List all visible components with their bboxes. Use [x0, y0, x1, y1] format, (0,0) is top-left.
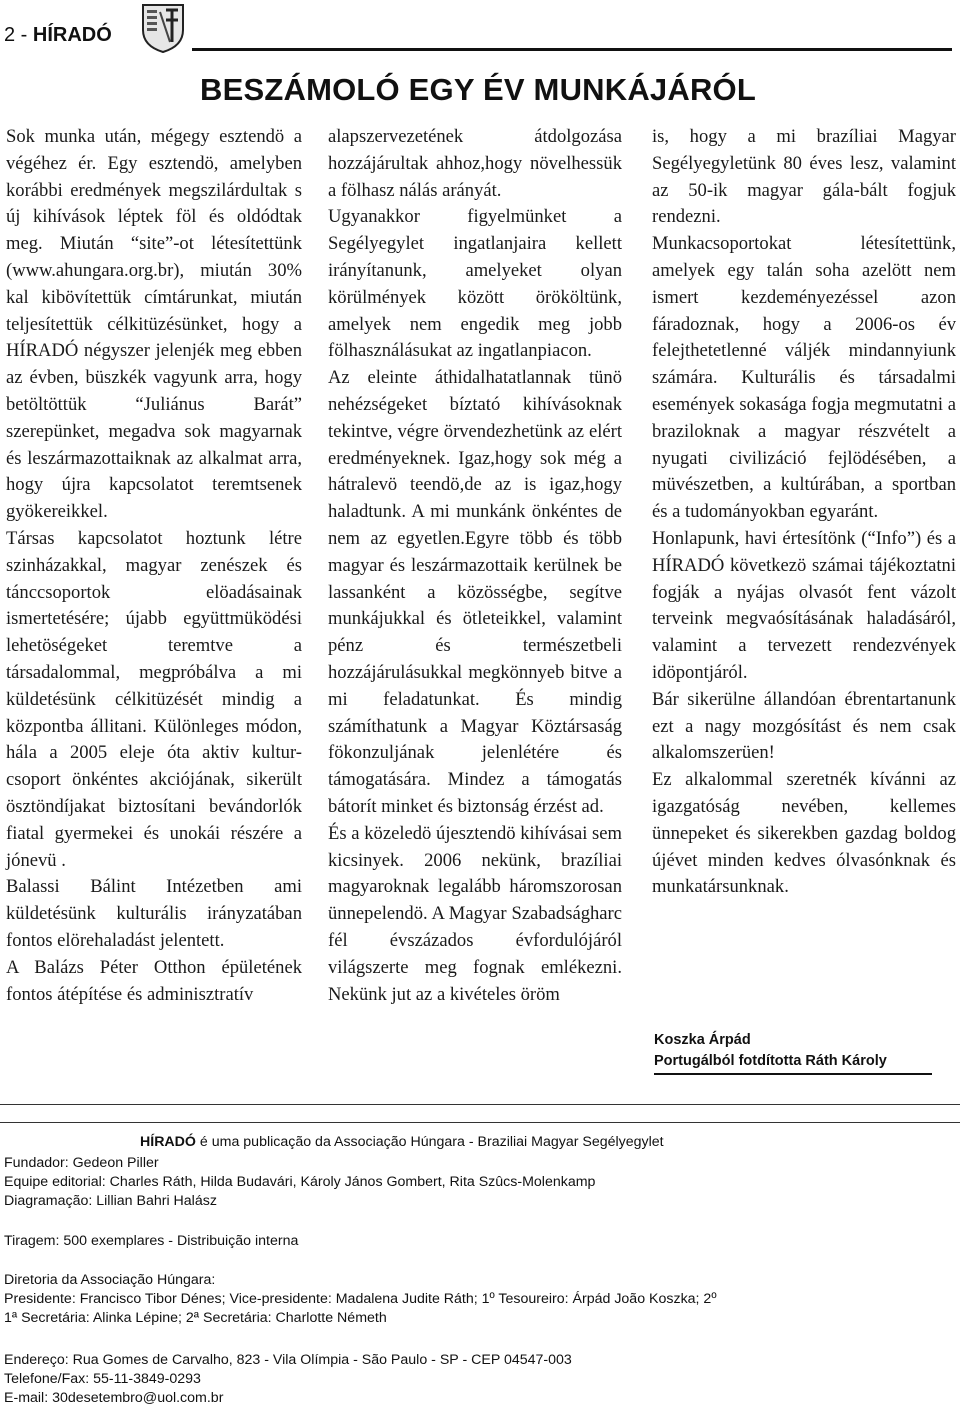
masthead-line: [140, 1133, 664, 1152]
paragraph: Sok munka után, mégegy esztendö a végéhez ér. Egy esztendö, amelyben korábbi eredmények megszilárdultak s új kihívások léptek föl és oldódtak meg. Miután “site”-ot létesítettünk (www.ahungara.org.br), miután 30% kal kibövítettük címtárunkat, miután teljesítettük célkitüzésünket, hogy a HÍRADÓ négyszer jelenjék meg ebben az évben, büszkék vagyunk arra, hogy betöltöttük “Juliánus Barát” szerepünket, megadva sok magyarnak és leszármazottaiknak az alkalmat arra, hogy újra kapcsolatot teremtsenek gyökereikkel.: [6, 126, 302, 523]
page-header: [0, 0, 960, 60]
phone-line: Telefone/Fax: 55-11-3849-0293: [4, 1371, 201, 1387]
association-logo-icon: [140, 2, 186, 54]
print-run-block: [4, 1232, 298, 1251]
paragraph: A Balázs Péter Otthon épületének fontos átépítése és adminisztratív: [6, 956, 302, 1005]
paragraph: Honlapunk, havi értesítönk (“Info”) és a HÍRADÓ következö számai tájékoztatni fogják a nyájas olvasót fent vázolt terveink megvaósításának haladásáról, valamint a tervezett rendezvények idöpontjáról.: [652, 527, 956, 683]
footer-top-rule: [0, 1104, 960, 1105]
board-line-1: Presidente: Francisco Tibor Dénes; Vice-presidente: Madalena Judite Ráth; 1º Tesoureiro: Árpád João Koszka; 2º: [4, 1291, 717, 1307]
publication-name: HÍRADÓ: [32, 24, 112, 46]
article-column-2: [328, 124, 622, 1008]
paragraph: És a közeledö újesztendö kihívásai sem kicsinyek. 2006 nekünk, brazíliai magyaroknak legalább háromszorosan ünnepelendö. A Magyar Szabadságharc fél évszázados évfordulójáról világszerte meg fognak emlékezni. Nekünk jut az a kivételes öröm: [328, 822, 622, 1005]
paragraph: is, hogy a mi brazíliai Magyar Segélyegyletünk 80 éves lesz, valamint az 50-ik magyar gála-bált fogjuk rendezni.: [652, 126, 956, 228]
article-column-3: [652, 124, 956, 901]
board-line-2: 1ª Secretária: Alinka Lépine; 2ª Secretária: Charlotte Németh: [4, 1310, 387, 1326]
paragraph: Az eleinte áthidalhatatlannak tünö nehézségeket bíztató kihívásoknak tekintve, végre örvendezhetünk az elért eredményeknek. Igaz,hogy sok még a hátralevö teendö,de az is igaz,hogy haladtunk. A mi munkánk önkéntes de nem az egyetlen.Egyre több és több magyar és leszármazottaik kerülnek be lassanként a közösségbe, segítve munkájukkal és ötleteikkel, valamint pénz és természetbeli hozzájárulásukkal megkönnyeb bitve a mi feladatunkat. És mindig számíthatunk a Magyar Köztársaság fökonzuljának jelenlétére és támogatására. Mindez a támogatás bátorít minket és biztonság érzést ad.: [328, 367, 622, 817]
email-line: E-mail: 30desetembro@uol.com.br: [4, 1390, 224, 1406]
paragraph: Társas kapcsolatot hoztunk létre szinházakkal, magyar zenészek és tánccsoportok elöadásainak ismertetésére; újabb együttmüködési lehetöségeket teremtve a társadalommal, megpróbálva a mi küldetésünk célkitüzését mindig a központba állitani. Különleges módon, hála a 2005 eleje óta aktiv kultur-csoport önkéntes akciójának, sikerült ösztöndíjakat biztosítani bevándorlók fiatal gyermekei és unokái részére a jónevü .: [6, 527, 302, 871]
article-title: BESZÁMOLÓ EGY ÉV MUNKÁJÁRÓL: [200, 72, 756, 107]
paragraph: Balassi Bálint Intézetben ami küldetésünk kulturális irányzatában fontos elörehaladást jelentett.: [6, 876, 302, 951]
masthead-name: HÍRADÓ: [140, 1134, 196, 1150]
signature-underline: [654, 1073, 932, 1075]
contact-block: [4, 1351, 572, 1408]
board-block: [4, 1271, 717, 1328]
paragraph: Ez alkalommal szeretnék kívánni az igazgatóság nevében, kellemes ünnepeket és sikerekben gazdag boldog újévet minden kedves ólvasónknak és munkatársunknak.: [652, 769, 956, 898]
paragraph: Bár sikerülne állandóan ébrentartanunk ezt a nagy mozgósítást és nem csak alkalomszerüen!: [652, 688, 956, 764]
article-column-1: [6, 124, 302, 1008]
signature-block: [654, 1030, 887, 1072]
paragraph: Munkacsoportokat létesítettünk, amelyek egy talán soha azelött nem ismert kezdeményezéssel azon fáradoznak, hogy a 2006-os év felejthetetlenné váljék mindannyiunk számára. Kulturális és társadalmi események sokasága fogja megmutatni a braziloknak a magyar részvételt a nyugati civilizáció fejlödésében, a müvészetben, a kultúrában, a sportban és a tudományokban egyaránt.: [652, 233, 956, 523]
design-line: Diagramação: Lillian Bahri Halász: [4, 1193, 217, 1209]
credits-block: [4, 1154, 595, 1211]
board-title: Diretoria da Associação Húngara:: [4, 1272, 216, 1288]
translator-credit: Portugálból fotdította Ráth Károly: [654, 1053, 887, 1069]
masthead-text: é uma publicação da Associação Húngara - Braziliai Magyar Segélyegylet: [195, 1134, 664, 1150]
page-number: [4, 24, 112, 47]
footer-second-rule: [0, 1122, 960, 1123]
print-run-line: Tiragem: 500 exemplares - Distribuição interna: [4, 1233, 299, 1249]
founder-line: Fundador: Gedeon Piller: [4, 1155, 159, 1171]
paragraph: alapszervezetének átdolgozása hozzájárultak ahhoz,hogy növelhessük a fölhasz nálás arányát.: [328, 126, 622, 201]
address-line: Endereço: Rua Gomes de Carvalho, 823 - Vila Olímpia - São Paulo - SP - CEP 04547-003: [4, 1352, 572, 1368]
header-rule: [192, 48, 952, 51]
editorial-line: Equipe editorial: Charles Ráth, Hilda Budavári, Károly János Gombert, Rita Szûcs-Molenkamp: [4, 1174, 596, 1190]
page-number-value: 2 -: [4, 24, 28, 46]
paragraph: Ugyanakkor figyelmünket a Segélyegylet ingatlanjaira kellett irányítanunk, amelyeket olyan körülmények között örököltünk, amelyek nem engedik meg jobb fölhasználásukat az ingatlanpiacon.: [328, 206, 622, 362]
author-name: Koszka Árpád: [654, 1032, 751, 1048]
